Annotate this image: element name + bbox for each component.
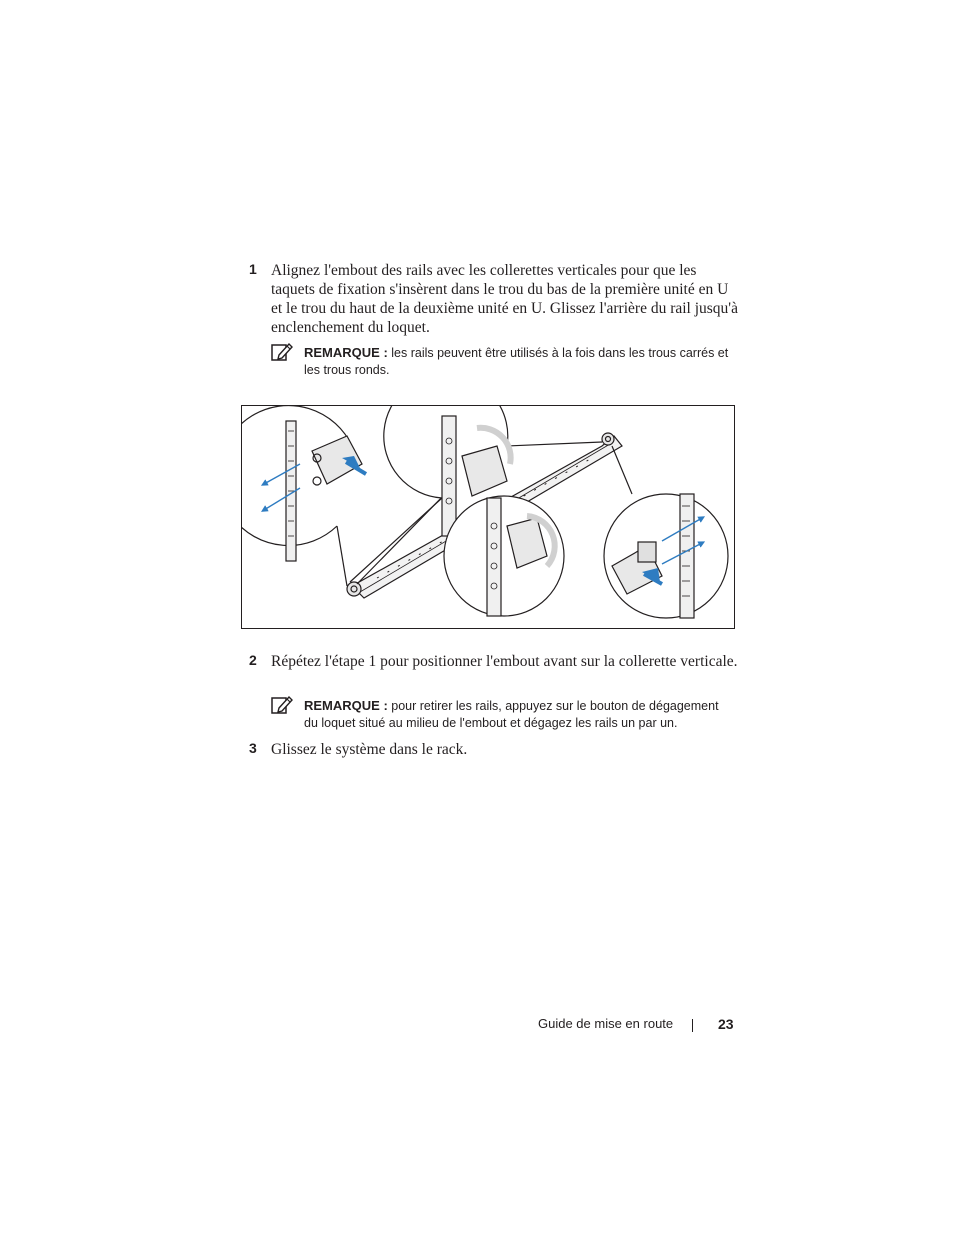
step-number: 1 [249, 261, 257, 277]
note-label: REMARQUE : [304, 698, 388, 713]
note-body: pour retirer les rails, appuyez sur le bouton de dégagement du loquet situé au milieu de l'embout et dégagez les rails un par un. [304, 699, 719, 730]
rail-installation-figure [241, 405, 735, 629]
pencil-note-icon [271, 342, 293, 362]
footer-separator [692, 1019, 693, 1032]
page-number: 23 [718, 1016, 734, 1032]
step-text: Alignez l'embout des rails avec les collerettes verticales pour que les taquets de fixation s'insèrent dans le trou du bas de la première unité en U et le trou du haut de la deuxième unité en U. Glissez l'arrière du rail jusqu'à enclenchement du loquet. [271, 262, 738, 336]
rail-installation-illustration [242, 406, 735, 629]
note-label: REMARQUE : [304, 345, 388, 360]
step-text: Répétez l'étape 1 pour positionner l'embout avant sur la collerette verticale. [271, 653, 738, 670]
step-text: Glissez le système dans le rack. [271, 741, 468, 758]
step-number: 2 [249, 652, 257, 668]
pencil-note-icon [271, 695, 293, 715]
note-text [304, 697, 734, 732]
step-number: 3 [249, 740, 257, 756]
footer-title: Guide de mise en route [538, 1016, 674, 1031]
note-body: les rails peuvent être utilisés à la fois dans les trous carrés et les trous ronds. [304, 346, 729, 377]
note-text [304, 344, 734, 379]
